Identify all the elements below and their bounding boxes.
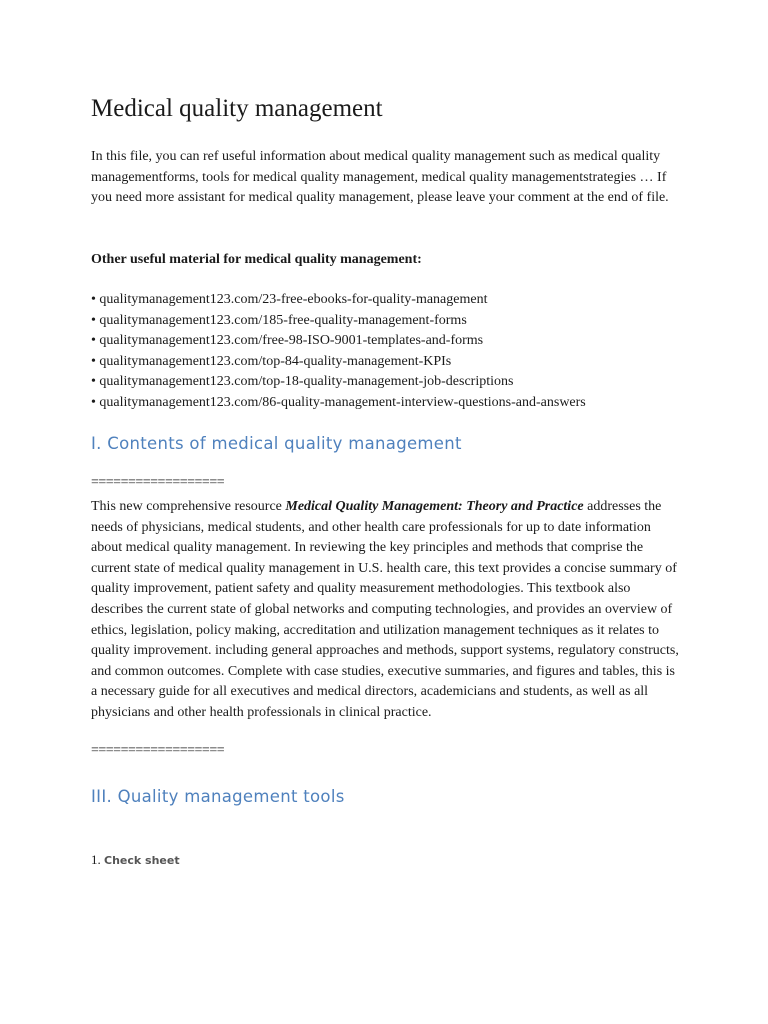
tool-list-item [91,850,180,871]
resource-link[interactable]: • qualitymanagement123.com/86-quality-management-interview-questions-and-answers [91,394,586,410]
book-title: Medical Quality Management: Theory and Practice [285,499,584,514]
resource-link-list [91,290,586,414]
book-description [91,497,681,724]
section-heading-contents: I. Contents of medical quality management [91,434,462,453]
body-prefix: This new comprehensive resource [91,499,286,514]
intro-paragraph: In this file, you can ref useful information about medical quality management such as medical quality managementforms, tools for medical quality management, medical quality managementstrategies … If you need more assistant for medical quality management, please leave your comment at the end of file. [91,149,669,206]
tool-item-number: 1. [91,852,104,867]
body-suffix: addresses the needs of physicians, medical students, and other health care professionals for up to date information about medical quality management. In reviewing the key principles and methods that comprise the current state of medical quality management in U.S. health care, this text provides a concise summary of quality improvement, patient safety and quality measurement methodologies. This textbook also describes the current state of global networks and computing technologies, and provides an overview of ethics, legislation, policy making, accreditation and utilization management techniques as it relates to quality improvement. including general approaches and methods, support systems, regulatory constructs, and common outcomes. Complete with case studies, executive summaries, and figures and tables, this is a necessary guide for all executives and medical directors, academicians and students, as well as all physicians and other health professionals in clinical practice. [91,499,679,720]
resource-link[interactable]: • qualitymanagement123.com/top-18-quality-management-job-descriptions [91,374,514,390]
section-heading-tools: III. Quality management tools [91,787,345,806]
materials-heading: Other useful material for medical quality management: [91,252,422,267]
document-title: Medical quality management [91,95,383,122]
resource-link[interactable]: • qualitymanagement123.com/23-free-ebooks-for-quality-management [91,292,488,307]
resource-link[interactable]: • qualitymanagement123.com/185-free-quality-management-forms [91,312,467,328]
divider-rule-bottom: ================== [91,743,225,758]
divider-rule-top: ================== [91,475,225,490]
tool-item-label: Check sheet [104,854,180,867]
resource-link[interactable]: • qualitymanagement123.com/free-98-ISO-9001-templates-and-forms [91,333,484,349]
resource-link[interactable]: • qualitymanagement123.com/top-84-quality-management-KPIs [91,353,452,369]
